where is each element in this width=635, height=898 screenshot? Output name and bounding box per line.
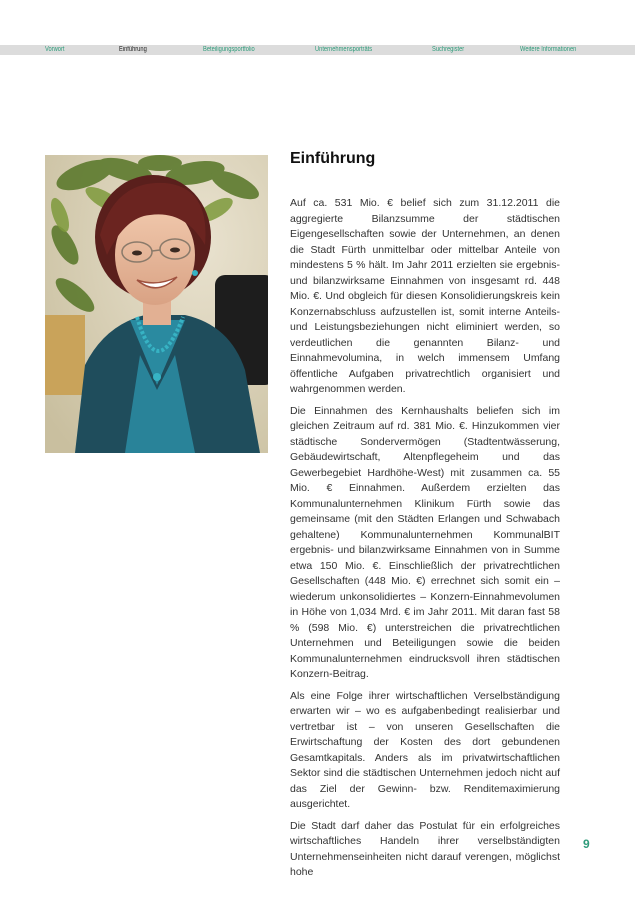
page-title: Einführung	[290, 150, 376, 167]
paragraph: Die Einnahmen des Kernhaushalts beliefen sich im gleichen Zeitraum auf rd. 381 Mio. €. Hinzukommen vier städtische Sondervermögen (Stadtentwässerung, Gebäudewirtschaft, Altenpflegeheim und das Gewerbegebiet Hardhöhe-West) mit zusammen ca. 55 Mio. € Einnahmen. Außerdem erzielten das Kommunalunternehmen Klinikum Fürth sowie das gemeinsame (mit den Städten Erlangen und Schwabach gehaltene) Kommunalunternehmen KommunalBIT ergebnis- und bilanzwirksame Einnahmen von in Summe etwa 150 Mio. €. Einschließlich der privatrechtlichen Gesellschaften (448 Mio. €) errechnet sich somit ein – wiederum unkonsolidiertes – Konzern-Einnahmevolumen in Höhe von 1,034 Mrd. € im Jahr 2011. Mit daran fast 58 % (598 Mio. €) unterstreichen die privatrechtlichen Unternehmen und Beteiligungen sowie die beiden Kommunalunternehmen eindrucksvoll ihren städtischen Konzern-Beitrag.	[290, 404, 560, 680]
body-text	[290, 196, 560, 887]
nav-unternehmensportraets[interactable]: Unternehmensporträts	[315, 46, 373, 53]
portrait-illustration	[45, 155, 268, 453]
paragraph: Als eine Folge ihrer wirtschaftlichen Verselbständigung erwarten wir – wo es aufgabenbedingt realisierbar und vertretbar ist – von unseren Gesellschaften die Erwirtschaftung der Kosten des dort gebundenen Gesamtkapitals. Anders als im privatwirtschaftlichen Sektor sind die städtischen Unternehmen jedoch nicht auf das Ziel der Gewinn- bzw. Renditemaximierung ausgerichtet.	[290, 689, 560, 810]
top-navigation	[0, 45, 635, 55]
nav-weitere-informationen[interactable]: Weitere Informationen	[520, 46, 577, 53]
page-number: 9	[583, 837, 590, 851]
paragraph: Die Stadt darf daher das Postulat für ein erfolgreiches wirtschaftliches Handeln ihrer verselbständigten Unternehmenseinheiten nicht darauf verengen, möglichst hohe	[290, 819, 560, 878]
paragraph: Auf ca. 531 Mio. € belief sich zum 31.12.2011 die aggregierte Bilanzsumme der städtischen Eigengesellschaften sowie der Unternehmen, an denen die Stadt Fürth unmittelbar oder mittelbar Anteile von mindestens 5 % hält. Im Jahr 2011 erzielten sie ergebnis- und bilanzwirksame Einnahmen von insgesamt rd. 448 Mio. €. Und obgleich für diesen Konsolidierungskreis kein Konzernabschluss aufzustellen ist, somit interne Anteils- und Leistungsbeziehungen nicht eliminiert werden, so verdeutlichen die genannten Bilanz- und Einnahmevolumina, in welch immensem Umfang öffentliche Aufgaben privatrechtlich organisiert und wahrgenommen werden.	[290, 197, 560, 395]
portrait-photo	[45, 155, 268, 453]
nav-vorwort[interactable]: Vorwort	[45, 46, 65, 53]
nav-suchregister[interactable]: Suchregister	[432, 46, 465, 53]
nav-beteiligungsportfolio[interactable]: Beteiligungsportfolio	[203, 46, 255, 53]
nav-einfuehrung[interactable]: Einführung	[119, 46, 147, 53]
